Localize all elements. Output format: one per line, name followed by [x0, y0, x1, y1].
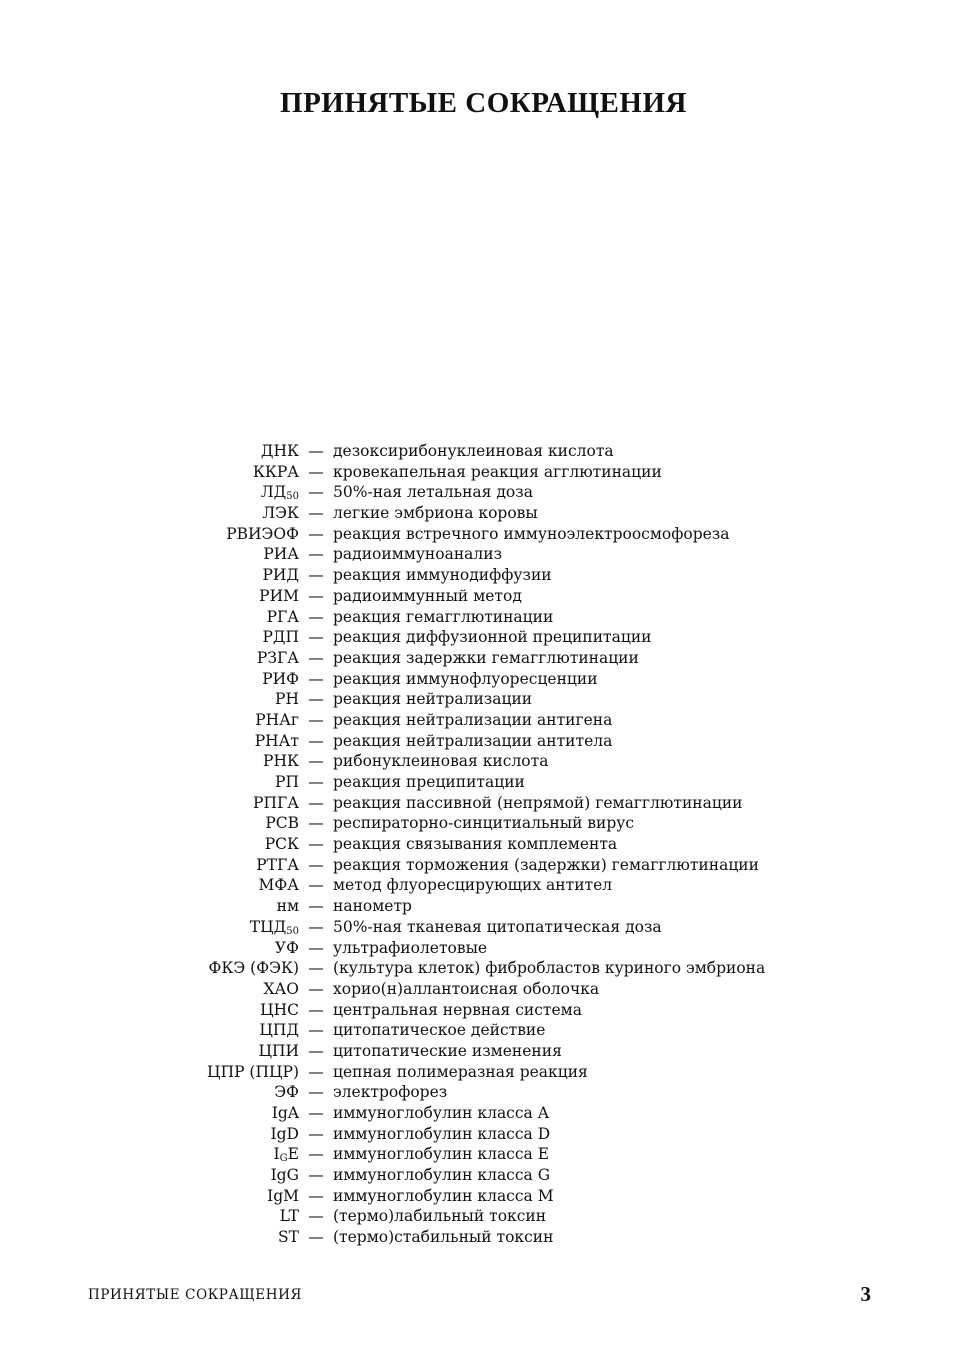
abbreviation-row — [0, 710, 967, 731]
abbreviation-term-text: LT — [279, 1207, 299, 1226]
abbreviation-definition: центральная нервная система — [333, 1000, 582, 1019]
abbreviation-dash: — — [308, 504, 324, 523]
abbreviation-term — [0, 524, 299, 545]
abbreviation-term-text: ДНК — [260, 442, 299, 460]
abbreviation-row — [0, 503, 967, 524]
abbreviation-dash: — — [308, 938, 324, 957]
abbreviation-row — [0, 669, 967, 690]
abbreviation-definition: иммуноглобулин класса D — [333, 1124, 551, 1143]
abbreviation-dash: — — [308, 1228, 324, 1247]
abbreviation-row — [0, 1041, 967, 1062]
abbreviation-term — [0, 586, 299, 607]
abbreviation-definition: реакция встречного иммуноэлектроосмофореза — [333, 524, 730, 543]
abbreviation-term — [0, 1062, 299, 1083]
abbreviation-term-text: ST — [278, 1228, 299, 1247]
abbreviation-term-text: МФА — [258, 876, 299, 895]
abbreviation-row — [0, 607, 967, 628]
page-number: 3 — [860, 1282, 871, 1306]
abbreviation-term-text: РИА — [263, 545, 299, 564]
abbreviation-term — [0, 441, 299, 462]
abbreviation-term-text: ХАО — [263, 979, 299, 998]
abbreviation-term — [0, 855, 299, 876]
abbreviation-term — [0, 1020, 299, 1041]
abbreviation-row — [0, 979, 967, 1000]
abbreviation-term-text: РПГА — [253, 793, 299, 812]
abbreviation-dash: — — [308, 690, 324, 709]
abbreviation-definition: реакция торможения (задержки) гемагглютинации — [333, 855, 759, 874]
abbreviation-dash: — — [308, 1104, 324, 1122]
abbreviation-definition: легкие эмбриона коровы — [333, 504, 538, 523]
abbreviation-definition: цепная полимеразная реакция — [333, 1062, 588, 1081]
abbreviation-term-text: ЛЭК — [262, 504, 299, 523]
abbreviation-row — [0, 648, 967, 669]
abbreviation-row — [0, 1144, 967, 1165]
abbreviation-term-text: РТГА — [256, 855, 299, 874]
abbreviation-dash: — — [308, 442, 324, 460]
abbreviation-dash: — — [308, 979, 324, 998]
abbreviation-definition: реакция задержки гемагглютинации — [333, 648, 639, 667]
abbreviation-term-suffix: E — [287, 1145, 299, 1164]
abbreviation-definition: реакция гемагглютинации — [333, 607, 554, 626]
abbreviation-definition: радиоиммуноанализ — [333, 545, 503, 564]
abbreviation-definition: дезоксирибонуклеиновая кислота — [333, 442, 614, 460]
abbreviation-term-text: РНАт — [254, 731, 299, 750]
abbreviation-term — [0, 813, 299, 834]
abbreviation-list — [0, 441, 967, 1248]
abbreviation-term — [0, 544, 299, 565]
abbreviation-term-subscript: 50 — [286, 925, 299, 937]
abbreviation-dash: — — [308, 545, 324, 564]
abbreviation-row — [0, 834, 967, 855]
abbreviation-row — [0, 938, 967, 959]
abbreviation-term-text: РГА — [266, 607, 299, 626]
abbreviation-term-text: I — [273, 1145, 280, 1164]
abbreviation-dash: — — [308, 1207, 324, 1226]
abbreviation-definition: иммуноглобулин класса M — [333, 1186, 554, 1205]
abbreviation-row — [0, 482, 967, 503]
abbreviation-dash: — — [308, 607, 324, 626]
abbreviation-dash: — — [308, 793, 324, 812]
abbreviation-term — [0, 896, 299, 917]
abbreviation-term-text: РНК — [263, 752, 299, 771]
abbreviation-definition: реакция иммунофлуоресценции — [333, 669, 598, 688]
abbreviation-definition: нанометр — [333, 897, 412, 916]
abbreviation-term-text: ТЦД — [249, 917, 287, 936]
abbreviation-term-text: РСК — [264, 835, 299, 854]
abbreviation-term-text: IgG — [270, 1166, 299, 1185]
abbreviation-dash: — — [308, 855, 324, 874]
abbreviation-term-text: нм — [276, 897, 299, 916]
abbreviation-row — [0, 524, 967, 545]
abbreviation-term-text: IgD — [270, 1124, 299, 1143]
abbreviation-term-text: РН — [275, 690, 299, 709]
abbreviation-row — [0, 875, 967, 896]
abbreviation-row — [0, 1082, 967, 1103]
abbreviation-term — [0, 834, 299, 855]
abbreviation-term — [0, 1206, 299, 1227]
abbreviation-definition: реакция нейтрализации — [333, 690, 533, 709]
abbreviation-row — [0, 793, 967, 814]
abbreviation-definition: кровекапельная реакция агглютинации — [333, 462, 662, 481]
abbreviation-term-text: ЭФ — [274, 1083, 299, 1102]
abbreviation-dash: — — [308, 835, 324, 854]
abbreviation-dash: — — [308, 1041, 324, 1060]
abbreviation-definition: 50%-ная летальная доза — [333, 483, 533, 502]
abbreviation-row — [0, 1186, 967, 1207]
abbreviation-row — [0, 772, 967, 793]
abbreviation-row — [0, 544, 967, 565]
abbreviation-row — [0, 958, 967, 979]
abbreviation-term — [0, 958, 299, 979]
abbreviation-dash: — — [308, 1083, 324, 1102]
abbreviation-row — [0, 1020, 967, 1041]
abbreviation-definition: метод флуоресцирующих антител — [333, 876, 613, 895]
abbreviation-dash: — — [308, 483, 324, 502]
abbreviation-term — [0, 979, 299, 1000]
abbreviation-term-text: ЛД — [260, 483, 287, 502]
abbreviation-term — [0, 1000, 299, 1021]
running-footer-title: ПРИНЯТЫЕ СОКРАЩЕНИЯ — [88, 1287, 302, 1303]
abbreviation-term — [0, 627, 299, 648]
abbreviation-term — [0, 1041, 299, 1062]
abbreviation-row — [0, 1062, 967, 1083]
abbreviation-term-text: IgM — [267, 1186, 299, 1205]
abbreviation-term-text: ФКЭ (ФЭК) — [208, 959, 299, 978]
abbreviation-term — [0, 503, 299, 524]
abbreviation-term — [0, 1124, 299, 1145]
abbreviation-term — [0, 1227, 299, 1248]
abbreviation-term-text: ККРА — [252, 462, 299, 481]
abbreviation-term — [0, 772, 299, 793]
abbreviation-row — [0, 1000, 967, 1021]
abbreviation-term-text: УФ — [274, 938, 299, 957]
abbreviation-term-subscript: G — [279, 1153, 288, 1165]
abbreviation-dash: — — [308, 917, 324, 936]
abbreviation-definition: реакция нейтрализации антигена — [333, 710, 613, 729]
abbreviation-term — [0, 689, 299, 710]
abbreviation-definition: респираторно-синцитиальный вирус — [333, 814, 635, 833]
abbreviation-term-subscript: 50 — [286, 491, 299, 503]
abbreviation-term — [0, 669, 299, 690]
abbreviation-term-text: РИФ — [262, 669, 299, 688]
abbreviation-dash: — — [308, 628, 324, 647]
abbreviation-term-text: РЗГА — [256, 648, 299, 667]
abbreviation-dash: — — [308, 462, 324, 481]
abbreviation-definition: ультрафиолетовые — [333, 938, 488, 957]
abbreviation-definition: хорио(н)аллантоисная оболочка — [333, 979, 600, 998]
abbreviation-dash: — — [308, 1186, 324, 1205]
abbreviation-term — [0, 875, 299, 896]
abbreviation-dash: — — [308, 669, 324, 688]
abbreviation-dash: — — [308, 566, 324, 585]
abbreviation-term — [0, 462, 299, 483]
abbreviation-term-text: ЦПР (ПЦР) — [207, 1062, 299, 1081]
abbreviation-dash: — — [308, 752, 324, 771]
abbreviation-row — [0, 689, 967, 710]
abbreviation-definition: реакция преципитации — [333, 773, 525, 791]
abbreviation-dash: — — [308, 1145, 324, 1164]
abbreviation-definition: (термо)лабильный токсин — [333, 1207, 547, 1226]
abbreviation-row — [0, 1124, 967, 1145]
abbreviation-row — [0, 1206, 967, 1227]
abbreviation-dash: — — [308, 1000, 324, 1019]
abbreviation-dash: — — [308, 1124, 324, 1143]
abbreviation-term-text: IgA — [271, 1104, 299, 1122]
abbreviation-dash: — — [308, 710, 324, 729]
abbreviation-term — [0, 731, 299, 752]
abbreviation-term-text: РИМ — [259, 586, 299, 605]
abbreviation-row — [0, 627, 967, 648]
abbreviation-term — [0, 607, 299, 628]
abbreviation-definition: рибонуклеиновая кислота — [333, 752, 549, 771]
abbreviation-term-text: РИД — [262, 566, 299, 585]
abbreviation-dash: — — [308, 1166, 324, 1185]
abbreviation-definition: иммуноглобулин класса E — [333, 1145, 550, 1164]
abbreviation-definition: реакция иммунодиффузии — [333, 566, 552, 585]
abbreviation-row — [0, 751, 967, 772]
abbreviation-row — [0, 462, 967, 483]
abbreviation-definition: реакция диффузионной преципитации — [333, 628, 652, 647]
abbreviation-term — [0, 1082, 299, 1103]
abbreviation-term-text: РВИЭОФ — [226, 524, 299, 543]
abbreviation-dash: — — [308, 1021, 324, 1040]
abbreviation-row — [0, 565, 967, 586]
abbreviation-definition: 50%-ная тканевая цитопатическая доза — [333, 917, 662, 936]
abbreviation-row — [0, 813, 967, 834]
abbreviation-term — [0, 710, 299, 731]
abbreviation-definition: цитопатическое действие — [333, 1021, 546, 1040]
abbreviation-definition: реакция пассивной (непрямой) гемагглютинации — [333, 793, 743, 812]
abbreviation-term-text: ЦПИ — [258, 1041, 299, 1060]
abbreviation-term — [0, 1103, 299, 1124]
abbreviation-term — [0, 751, 299, 772]
abbreviation-term-text: ЦНС — [260, 1000, 299, 1019]
abbreviation-row — [0, 1103, 967, 1124]
abbreviation-term-text: РДП — [262, 628, 299, 647]
abbreviation-row — [0, 731, 967, 752]
abbreviation-definition: (культура клеток) фибробластов куриного эмбриона — [333, 959, 766, 978]
abbreviation-definition: радиоиммунный метод — [333, 586, 522, 605]
page-title: ПРИНЯТЫЕ СОКРАЩЕНИЯ — [280, 87, 687, 120]
abbreviation-term-text: РСВ — [265, 814, 299, 833]
abbreviation-dash: — — [308, 773, 324, 791]
abbreviation-row — [0, 586, 967, 607]
abbreviation-definition: цитопатические изменения — [333, 1041, 562, 1060]
abbreviation-term-text: РНАг — [255, 710, 299, 729]
abbreviation-row — [0, 441, 967, 462]
abbreviation-dash: — — [308, 959, 324, 978]
abbreviation-row — [0, 917, 967, 938]
abbreviation-term — [0, 938, 299, 959]
abbreviation-dash: — — [308, 876, 324, 895]
abbreviation-term — [0, 1186, 299, 1207]
abbreviation-definition: иммуноглобулин класса A — [333, 1104, 549, 1122]
abbreviation-row — [0, 896, 967, 917]
abbreviation-row — [0, 1165, 967, 1186]
abbreviation-term — [0, 565, 299, 586]
abbreviation-term-text: РП — [275, 773, 299, 791]
abbreviation-row — [0, 855, 967, 876]
abbreviation-dash: — — [308, 648, 324, 667]
abbreviation-term — [0, 1165, 299, 1186]
abbreviation-definition: реакция связывания комплемента — [333, 835, 618, 854]
abbreviation-term-text: ЦПД — [259, 1021, 299, 1040]
abbreviation-dash: — — [308, 524, 324, 543]
abbreviation-definition: (термо)стабильный токсин — [333, 1228, 554, 1247]
abbreviation-dash: — — [308, 897, 324, 916]
abbreviation-dash: — — [308, 814, 324, 833]
abbreviation-row — [0, 1227, 967, 1248]
abbreviation-definition: реакция нейтрализации антитела — [333, 731, 613, 750]
abbreviation-definition: иммуноглобулин класса G — [333, 1166, 551, 1185]
abbreviation-term — [0, 648, 299, 669]
abbreviation-dash: — — [308, 1062, 324, 1081]
abbreviation-definition: электрофорез — [333, 1083, 448, 1102]
abbreviation-dash: — — [308, 586, 324, 605]
abbreviation-dash: — — [308, 731, 324, 750]
abbreviation-term — [0, 793, 299, 814]
